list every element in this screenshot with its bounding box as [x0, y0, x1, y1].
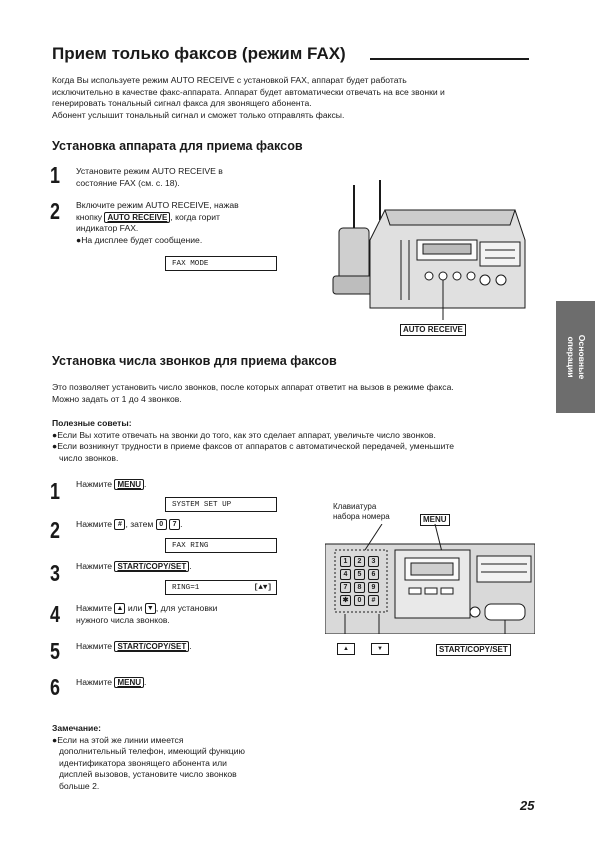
- menu-step1-text: [76, 479, 146, 491]
- keypad-key: #: [368, 595, 379, 606]
- menu-step6-text: [76, 677, 146, 689]
- step-number: 1: [50, 478, 60, 504]
- page-title: Прием только факсов (режим FAX): [52, 44, 346, 63]
- tip-line: ●Если возникнут трудности в приеме факсов от аппаратов с автоматической передачей, уменьшите: [52, 441, 455, 451]
- step-text-part: Нажмите: [76, 479, 115, 489]
- up-arrow-label: ▲: [337, 643, 355, 655]
- side-tab-line: операции: [565, 336, 576, 378]
- step-line: ●На дисплее будет сообщение.: [76, 234, 203, 245]
- intro-line: генерировать тональный сигнал факса для звонящего абонента.: [52, 98, 312, 108]
- intro-paragraph: [52, 75, 532, 121]
- step-text-part: .: [189, 561, 192, 571]
- keypad-label-line: набора номера: [333, 512, 390, 521]
- keypad-key: 5: [354, 569, 365, 580]
- section2-description: [52, 382, 532, 405]
- keypad-label: [333, 502, 390, 522]
- start-copy-set-key: START/COPY/SET: [114, 561, 189, 572]
- fax-machine-illustration: [325, 180, 535, 340]
- keypad-key: 6: [368, 569, 379, 580]
- seven-key: 7: [169, 519, 180, 530]
- keypad-key: 1: [340, 556, 351, 567]
- menu-step3-text: [76, 561, 192, 573]
- step-line: состояние FAX (см. с. 18).: [76, 177, 180, 188]
- step2-text: [76, 200, 239, 246]
- menu-label: MENU: [420, 514, 450, 526]
- step-number: 2: [50, 198, 60, 224]
- zero-key: 0: [156, 519, 167, 530]
- step-text-part: .: [180, 519, 183, 529]
- step-number: 2: [50, 517, 60, 543]
- step-text-part: .: [144, 677, 147, 687]
- auto-receive-label: AUTO RECEIVE: [400, 324, 466, 336]
- section-side-tab: [556, 301, 595, 413]
- step-line: Включите режим AUTO RECEIVE, нажав: [76, 200, 239, 210]
- start-copy-set-label: START/COPY/SET: [436, 644, 511, 656]
- display-system-setup: SYSTEM SET UP: [165, 497, 277, 512]
- note-title: Замечание:: [52, 723, 101, 733]
- display-ring-count: [165, 580, 277, 595]
- step-number: 1: [50, 162, 60, 188]
- auto-receive-key: AUTO RECEIVE: [104, 212, 170, 223]
- keypad-key: 0: [354, 595, 365, 606]
- tip-line: число звонков.: [59, 452, 119, 463]
- up-arrow-key: ▲: [114, 603, 125, 614]
- keypad-key: 2: [354, 556, 365, 567]
- keypad-label-line: Клавиатура: [333, 502, 377, 511]
- menu-step2-text: [76, 519, 182, 531]
- section1-heading: Установка аппарата для приема факсов: [52, 139, 303, 153]
- menu-key: MENU: [114, 677, 144, 688]
- note-line: дополнительный телефон, имеющий функцию: [59, 746, 245, 756]
- note-block: [52, 723, 292, 792]
- side-tab-line: Основные: [576, 334, 587, 380]
- step-text-part: Нажмите: [76, 603, 115, 613]
- keypad-key: 8: [354, 582, 365, 593]
- dial-keypad: [340, 556, 380, 606]
- down-arrow-key: ▼: [145, 603, 156, 614]
- display-arrows: [▲▼]: [253, 584, 272, 592]
- step-text-part: , для установки: [155, 603, 218, 613]
- step-line: нужного числа звонков.: [76, 614, 170, 625]
- display-fax-mode: FAX MODE: [165, 256, 277, 271]
- intro-line: Когда Вы используете режим AUTO RECEIVE с установкой FAX, аппарат будет работать: [52, 75, 407, 85]
- step-line: [76, 212, 239, 224]
- intro-line: Абонент услышит тональный сигнал и сможет только отправлять факсы.: [52, 109, 345, 120]
- intro-line: исключительно в качестве факс-аппарата. Аппарат будет автоматически отвечать на все звонки и: [52, 86, 445, 97]
- step-text-part: .: [189, 641, 192, 651]
- keypad-key: 4: [340, 569, 351, 580]
- keypad-key: ✱: [340, 595, 351, 606]
- step-text-part: , затем: [125, 519, 156, 529]
- step-text-part: Нажмите: [76, 641, 115, 651]
- step-text-part: Нажмите: [76, 677, 115, 687]
- note-line: больше 2.: [59, 780, 100, 791]
- step-number: 3: [50, 560, 60, 586]
- step-text-part: , когда горит: [170, 211, 220, 222]
- note-line: дисплей вызовов, установите число звонков: [59, 769, 237, 779]
- menu-step4-text: [76, 603, 217, 626]
- note-line: идентификатора звонящего абонента или: [59, 757, 227, 768]
- tips-title: Полезные советы:: [52, 418, 132, 428]
- step-text-part: или: [125, 603, 145, 613]
- page-number: 25: [520, 798, 535, 813]
- menu-key: MENU: [114, 479, 144, 490]
- keypad-key: 9: [368, 582, 379, 593]
- step1-text: [76, 166, 223, 189]
- hash-key: #: [114, 519, 125, 530]
- step-number: 5: [50, 638, 60, 664]
- desc-line: Можно задать от 1 до 4 звонков.: [52, 393, 182, 404]
- step-line: индикатор FAX.: [76, 223, 139, 233]
- step-line: Установите режим AUTO RECEIVE в: [76, 166, 223, 176]
- keypad-key: 7: [340, 582, 351, 593]
- note-line: ●Если на этой же линии имеется: [52, 734, 184, 745]
- step-number: 6: [50, 674, 60, 700]
- down-arrow-label: ▼: [371, 643, 389, 655]
- step-number: 4: [50, 601, 60, 627]
- start-copy-set-key: START/COPY/SET: [114, 641, 189, 652]
- desc-line: Это позволяет установить число звонков, после которых аппарат ответит на вызов в режиме факса.: [52, 382, 454, 392]
- display-value: RING=1: [172, 584, 200, 592]
- step-text-part: Нажмите: [76, 561, 115, 571]
- step-text-part: Нажмите: [76, 519, 115, 529]
- display-fax-ring: FAX RING: [165, 538, 277, 553]
- section2-heading: Установка числа звонков для приема факсов: [52, 354, 337, 368]
- menu-step5-text: [76, 641, 192, 653]
- keypad-key: 3: [368, 556, 379, 567]
- tips-block: [52, 418, 532, 464]
- step-text-part: .: [144, 479, 147, 489]
- title-rule: [370, 58, 529, 60]
- tip-line: ●Если Вы хотите отвечать на звонки до того, как это сделает аппарат, увеличьте число звонков.: [52, 429, 436, 440]
- step-text-part: кнопку: [76, 211, 105, 222]
- side-tab-text: [565, 335, 587, 380]
- step-line: [76, 603, 217, 615]
